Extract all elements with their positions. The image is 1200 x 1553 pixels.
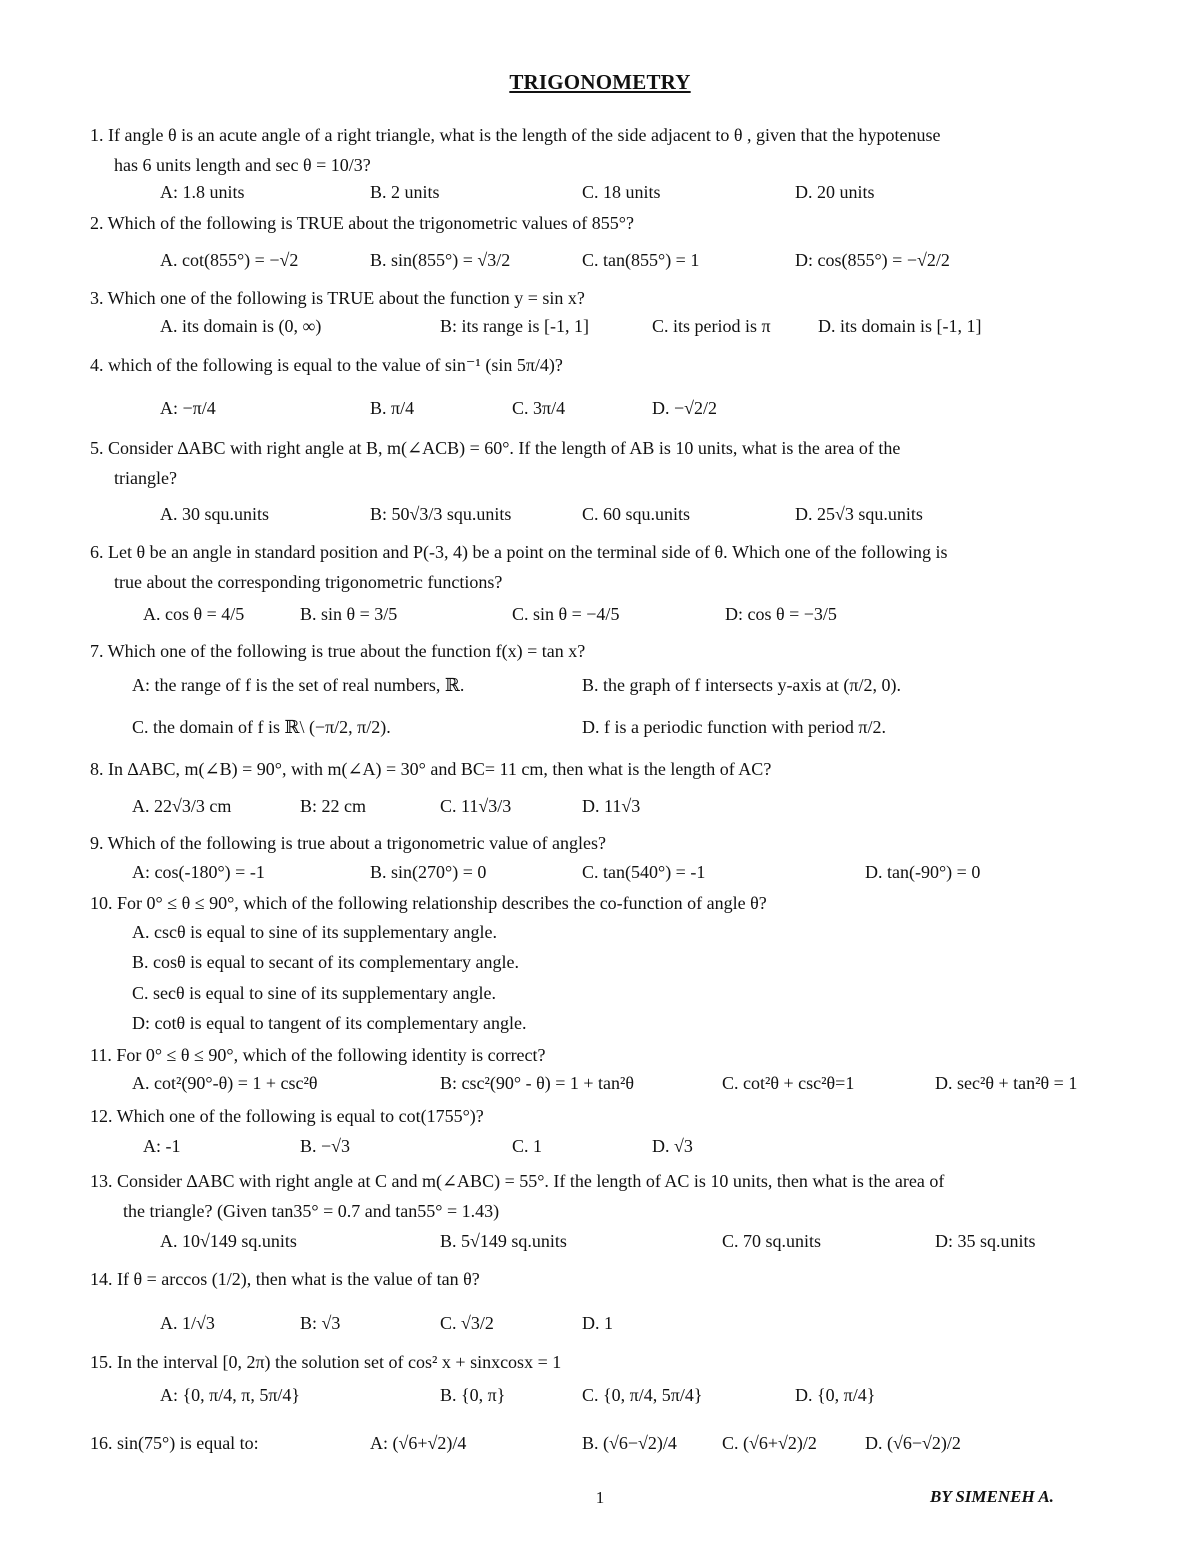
question-text: 8. In ∆ABC, m(∠B) = 90°, with m(∠A) = 30° and BC= 11 cm, then what is the length of AC? [90, 759, 772, 779]
option-c: C. √3/2 [440, 1313, 494, 1333]
option-b: B: √3 [300, 1313, 341, 1333]
question-2 [90, 208, 1120, 238]
option-d: D. 11√3 [582, 796, 641, 816]
question-11 [90, 1040, 1120, 1070]
option-b: B. sin(855°) = √3/2 [370, 250, 511, 270]
option-a: A. cos θ = 4/5 [143, 604, 245, 624]
option-a: A: the range of f is the set of real numbers, ℝ. [132, 675, 465, 695]
option-c: C. cot²θ + csc²θ=1 [722, 1073, 855, 1093]
question-text-cont: triangle? [114, 468, 177, 488]
option-d: D: cos(855°) = −√2/2 [795, 250, 950, 270]
question-4 [90, 350, 1120, 380]
question-text: 1. If angle θ is an acute angle of a right triangle, what is the length of the side adjacent to θ , given that the hypotenuse [90, 125, 941, 145]
option-d: D. {0, π/4} [795, 1385, 876, 1405]
option-c: C. 70 sq.units [722, 1231, 822, 1251]
option-d: D. 25√3 squ.units [795, 504, 923, 524]
option-c: C. its period is π [652, 316, 771, 336]
option-d: D. its domain is [-1, 1] [818, 316, 982, 336]
question-text: 5. Consider ∆ABC with right angle at B, m(∠ACB) = 60°. If the length of AB is 10 units, what is the area of the [90, 438, 901, 458]
option-d: D. √3 [652, 1136, 693, 1156]
option-c: C. (√6+√2)/2 [722, 1433, 817, 1453]
option-a: A: cos(-180°) = -1 [132, 862, 265, 882]
option-c: C. {0, π/4, 5π/4} [582, 1385, 703, 1405]
question-text: 10. For 0° ≤ θ ≤ 90°, which of the following relationship describes the co-function of angle θ? [90, 893, 767, 913]
option-b: B. 2 units [370, 182, 440, 202]
question-text-cont: has 6 units length and sec θ = 10/3? [114, 155, 371, 175]
option-a: A. cot(855°) = −√2 [160, 250, 299, 270]
option-c: C. tan(855°) = 1 [582, 250, 700, 270]
option-a: A: -1 [143, 1136, 181, 1156]
option-c: C. 60 squ.units [582, 504, 691, 524]
option-d: D. 1 [582, 1313, 613, 1333]
question-14 [90, 1264, 1120, 1294]
option-a: A. cscθ is equal to sine of its supplementary angle. [132, 922, 498, 942]
option-a: A: (√6+√2)/4 [370, 1433, 467, 1453]
option-b: B. the graph of f intersects y-axis at (π/2, 0). [582, 675, 901, 695]
option-b: B: csc²(90° - θ) = 1 + tan²θ [440, 1073, 635, 1093]
option-a: A. 22√3/3 cm [132, 796, 232, 816]
option-b: B: 50√3/3 squ.units [370, 504, 512, 524]
question-10 [90, 888, 1120, 918]
question-text: 6. Let θ be an angle in standard position and P(-3, 4) be a point on the terminal side of θ. Which one of the following is [90, 542, 948, 562]
question-text: 12. Which one of the following is equal to cot(1755°)? [90, 1106, 484, 1126]
option-d: D: cotθ is equal to tangent of its complementary angle. [132, 1013, 527, 1033]
question-text: 14. If θ = arccos (1/2), then what is the value of tan θ? [90, 1269, 480, 1289]
option-c: C. sin θ = −4/5 [512, 604, 620, 624]
question-text: 9. Which of the following is true about a trigonometric value of angles? [90, 833, 607, 853]
question-text: 15. In the interval [0, 2π) the solution set of cos² x + sinxcosx = 1 [90, 1352, 562, 1372]
option-a: A: {0, π/4, π, 5π/4} [160, 1385, 301, 1405]
option-c: C. 11√3/3 [440, 796, 512, 816]
question-7 [90, 636, 1120, 666]
option-b: B. cosθ is equal to secant of its complementary angle. [132, 952, 520, 972]
question-13 [90, 1166, 1120, 1226]
option-c: C. secθ is equal to sine of its supplementary angle. [132, 983, 497, 1003]
option-c: C. 1 [512, 1136, 543, 1156]
option-a: A: 1.8 units [160, 182, 245, 202]
option-c: C. 18 units [582, 182, 661, 202]
question-text: 7. Which one of the following is true about the function f(x) = tan x? [90, 641, 586, 661]
option-a: A. 30 squ.units [160, 504, 270, 524]
question-15 [90, 1347, 1120, 1377]
question-text-cont: the triangle? (Given tan35° = 0.7 and tan55° = 1.43) [123, 1201, 500, 1221]
question-1 [90, 120, 1120, 180]
option-c: C. the domain of f is ℝ\ (−π/2, π/2). [132, 717, 391, 737]
option-d: D. (√6−√2)/2 [865, 1433, 961, 1453]
option-d: D. tan(-90°) = 0 [865, 862, 981, 882]
question-3 [90, 283, 1120, 313]
question-text: 2. Which of the following is TRUE about the trigonometric values of 855°? [90, 213, 634, 233]
option-b: B. sin(270°) = 0 [370, 862, 487, 882]
author-credit: BY SIMENEH A. [930, 1487, 1054, 1506]
question-5 [90, 433, 1120, 493]
question-text: 4. which of the following is equal to the value of sin⁻¹ (sin 5π/4)? [90, 355, 563, 375]
option-d: D. f is a periodic function with period π/2. [582, 717, 887, 737]
option-b: B. (√6−√2)/4 [582, 1433, 677, 1453]
option-d: D. sec²θ + tan²θ = 1 [935, 1073, 1078, 1093]
option-a: A. cot²(90°-θ) = 1 + csc²θ [132, 1073, 318, 1093]
question-text: 16. sin(75°) is equal to: [90, 1433, 259, 1453]
page-number: 1 [595, 1488, 605, 1507]
option-b: B: 22 cm [300, 796, 366, 816]
question-12 [90, 1101, 1120, 1131]
question-text: 3. Which one of the following is TRUE about the function y = sin x? [90, 288, 585, 308]
option-b: B. 5√149 sq.units [440, 1231, 567, 1251]
option-b: B. sin θ = 3/5 [300, 604, 398, 624]
question-text: 13. Consider ∆ABC with right angle at C and m(∠ABC) = 55°. If the length of AC is 10 units, then what is the area of [90, 1171, 945, 1191]
option-a: A: −π/4 [160, 398, 216, 418]
option-a: A. 10√149 sq.units [160, 1231, 297, 1251]
option-b: B. −√3 [300, 1136, 351, 1156]
question-6 [90, 537, 1120, 597]
option-c: C. 3π/4 [512, 398, 566, 418]
question-text-cont: true about the corresponding trigonometric functions? [114, 572, 503, 592]
option-d: D: 35 sq.units [935, 1231, 1036, 1251]
option-b: B. π/4 [370, 398, 415, 418]
option-c: C. tan(540°) = -1 [582, 862, 706, 882]
option-a: A. its domain is (0, ∞) [160, 316, 322, 336]
question-8 [90, 754, 1120, 784]
page-title: TRIGONOMETRY [509, 70, 691, 94]
option-b: B. {0, π} [440, 1385, 506, 1405]
option-a: A. 1/√3 [160, 1313, 215, 1333]
option-d: D: cos θ = −3/5 [725, 604, 837, 624]
question-9 [90, 828, 1120, 858]
question-text: 11. For 0° ≤ θ ≤ 90°, which of the following identity is correct? [90, 1045, 546, 1065]
option-d: D. −√2/2 [652, 398, 718, 418]
option-b: B: its range is [-1, 1] [440, 316, 589, 336]
option-d: D. 20 units [795, 182, 875, 202]
